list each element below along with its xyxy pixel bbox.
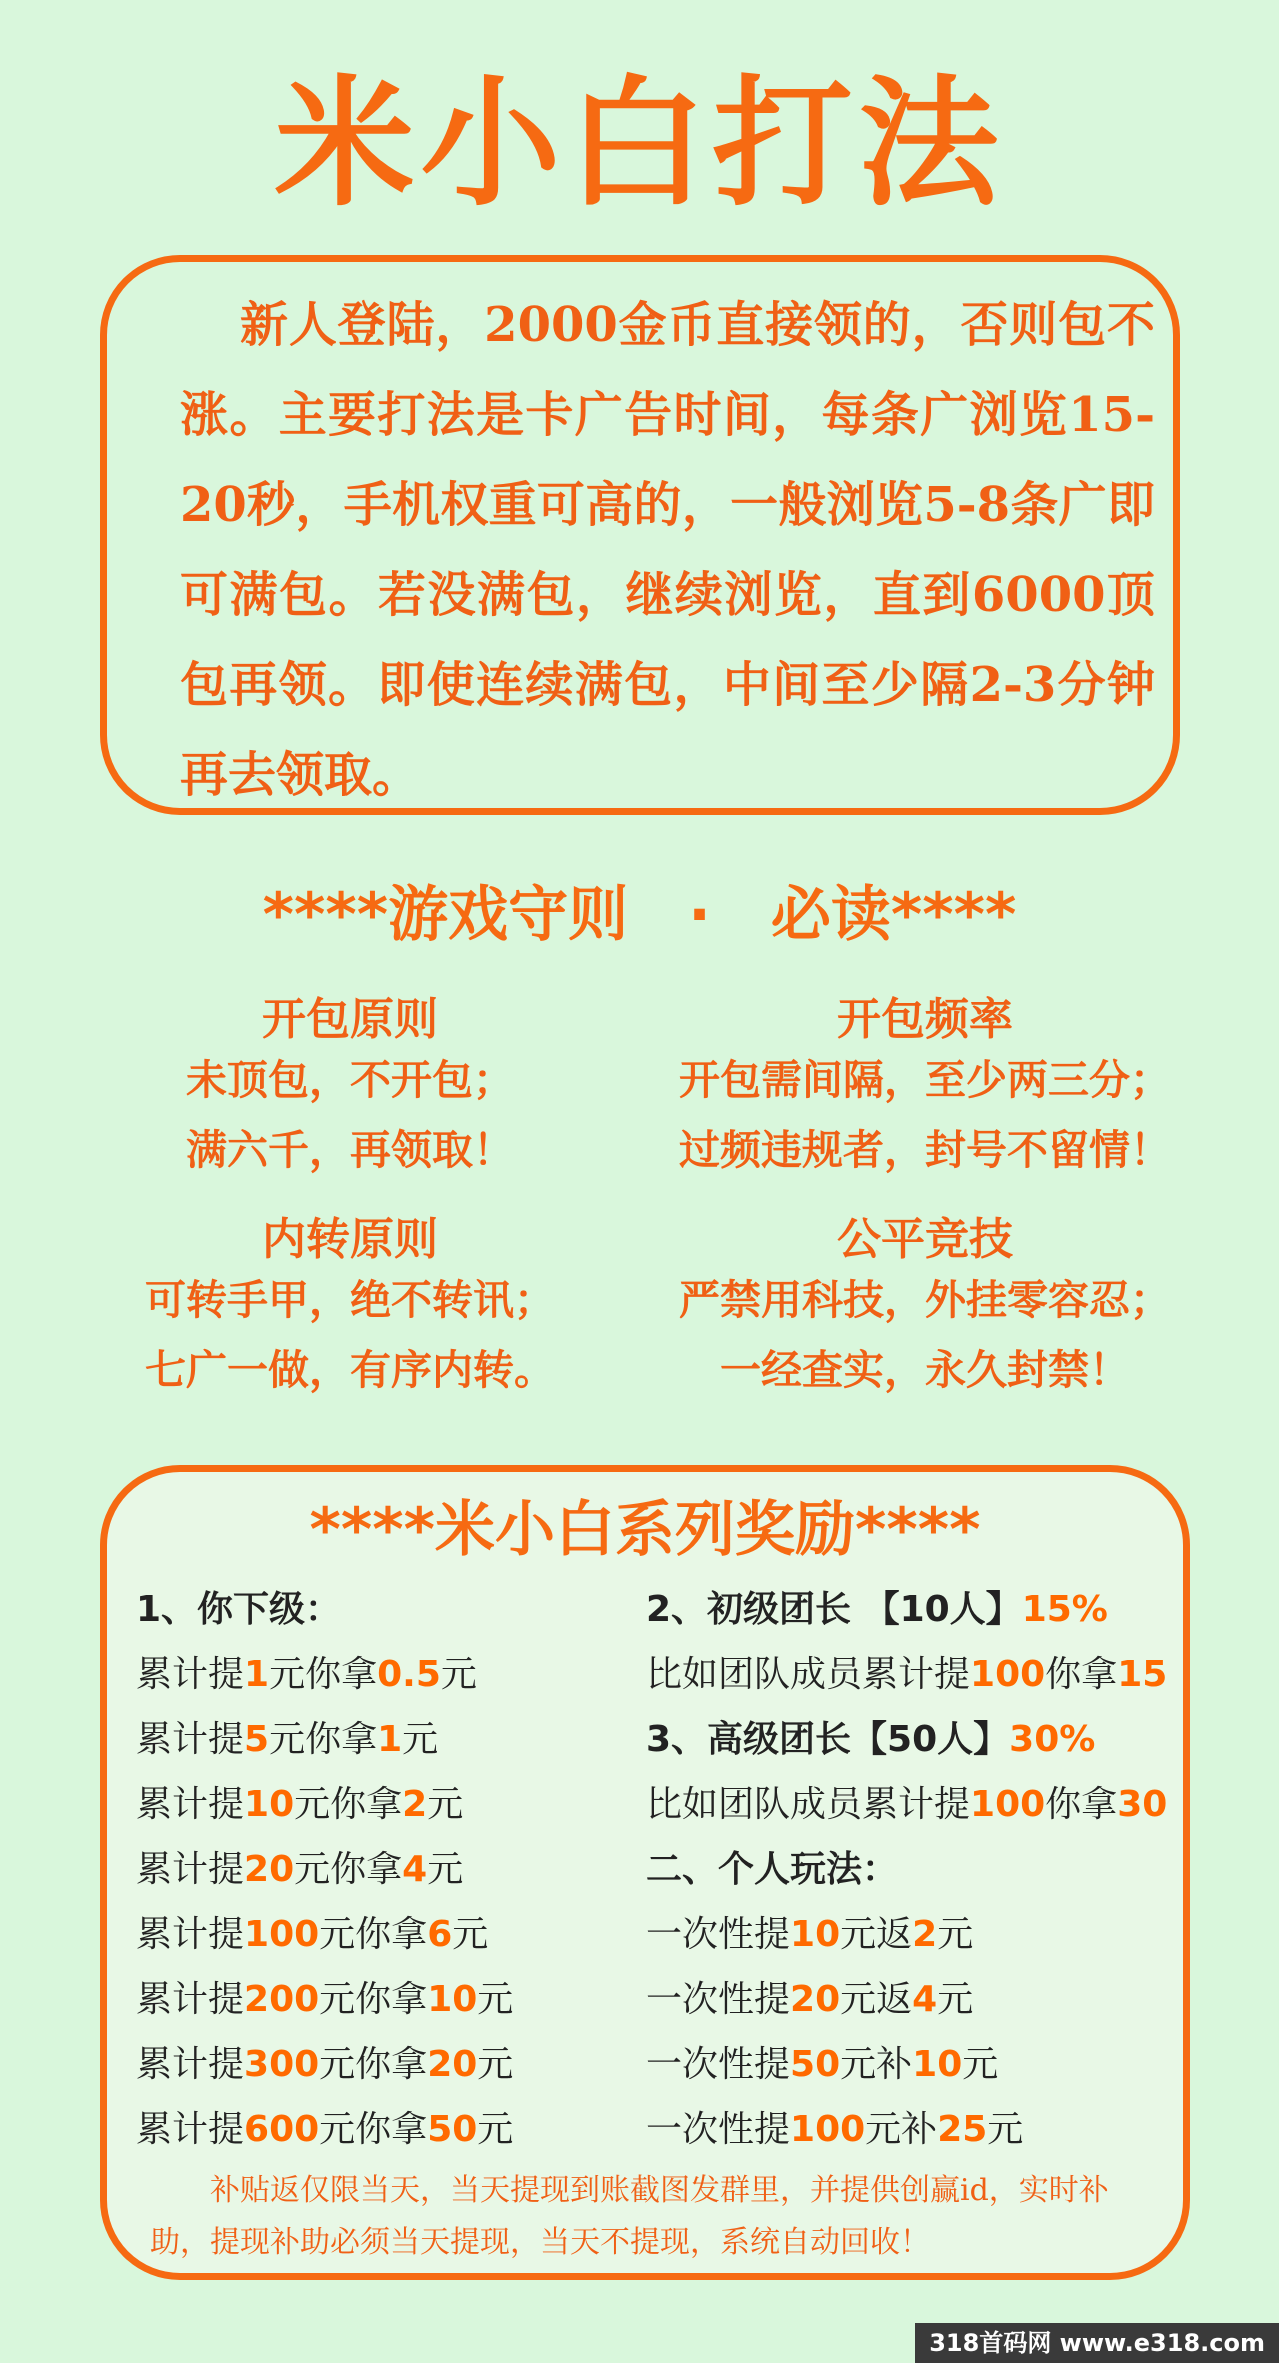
senior-leader-example: 比如团队成员累计提100你拿30 [646,1784,1168,1825]
rule-heading-open-frequency: 开包频率 [837,994,1013,1045]
subordinate-heading: 1、你下级： [136,1589,342,1630]
rule-line: 开包需间隔，至少两三分； [679,1056,1171,1104]
personal-row: 一次性提50元补10元 [646,2044,999,2085]
rule-line: 一经查实，永久封禁！ [720,1346,1130,1394]
reward-row: 累计提600元你拿50元 [136,2109,514,2150]
reward-row: 累计提300元你拿20元 [136,2044,514,2085]
rewards-title: ****米小白系列奖励**** [309,1495,981,1565]
personal-row: 一次性提20元返4元 [646,1979,974,2020]
reward-row: 累计提20元你拿4元 [136,1849,464,1890]
rule-line: 未顶包，不开包； [186,1056,514,1104]
rule-heading-open-principle: 开包原则 [262,994,438,1045]
reward-row: 累计提5元你拿1元 [136,1719,439,1760]
page-title: 米小白打法 [274,63,1005,226]
rule-line: 七广一做，有序内转。 [145,1346,555,1394]
rule-heading-transfer-principle: 内转原则 [262,1214,438,1265]
reward-row: 累计提200元你拿10元 [136,1979,514,2020]
personal-row: 一次性提10元返2元 [646,1914,974,1955]
subsidy-note: 补贴返仅限当天，当天提现到账截图发群里，并提供创赢id，实时补助，提现补助必须当天提现，当天不提现，系统自动回收！ [150,2173,1109,2260]
rule-line: 满六千，再领取！ [186,1126,514,1174]
rule-line: 过频违规者，封号不留情！ [679,1126,1171,1174]
senior-leader-heading: 3、高级团长【50人】30% [646,1719,1096,1760]
site-watermark: 318首码网 www.e318.com [915,2323,1279,2363]
intro-text: 新人登陆，2000金币直接领的，否则包不涨。主要打法是卡广告时间，每条广浏览15-20秒，手机权重可高的，一般浏览5-8条广即可满包。若没满包，继续浏览，直到6000顶包再领。即使连续满包，中间至少隔2-3分钟再去领取。 [180,297,1155,803]
personal-play-heading: 二、个人玩法： [646,1849,899,1890]
rule-line: 可转手甲，绝不转讯； [145,1276,555,1324]
rule-heading-fair-play: 公平竞技 [837,1214,1013,1265]
reward-row: 累计提100元你拿6元 [136,1914,489,1955]
reward-row: 累计提1元你拿0.5元 [136,1654,477,1695]
personal-row: 一次性提100元补25元 [646,2109,1024,2150]
rule-line: 严禁用科技，外挂零容忍； [679,1276,1171,1324]
junior-leader-example: 比如团队成员累计提100你拿15 [646,1654,1168,1695]
reward-row: 累计提10元你拿2元 [136,1784,464,1825]
rules-title: ****游戏守则 · 必读**** [262,880,1017,950]
junior-leader-heading: 2、初级团长 【10人】15% [646,1589,1108,1630]
